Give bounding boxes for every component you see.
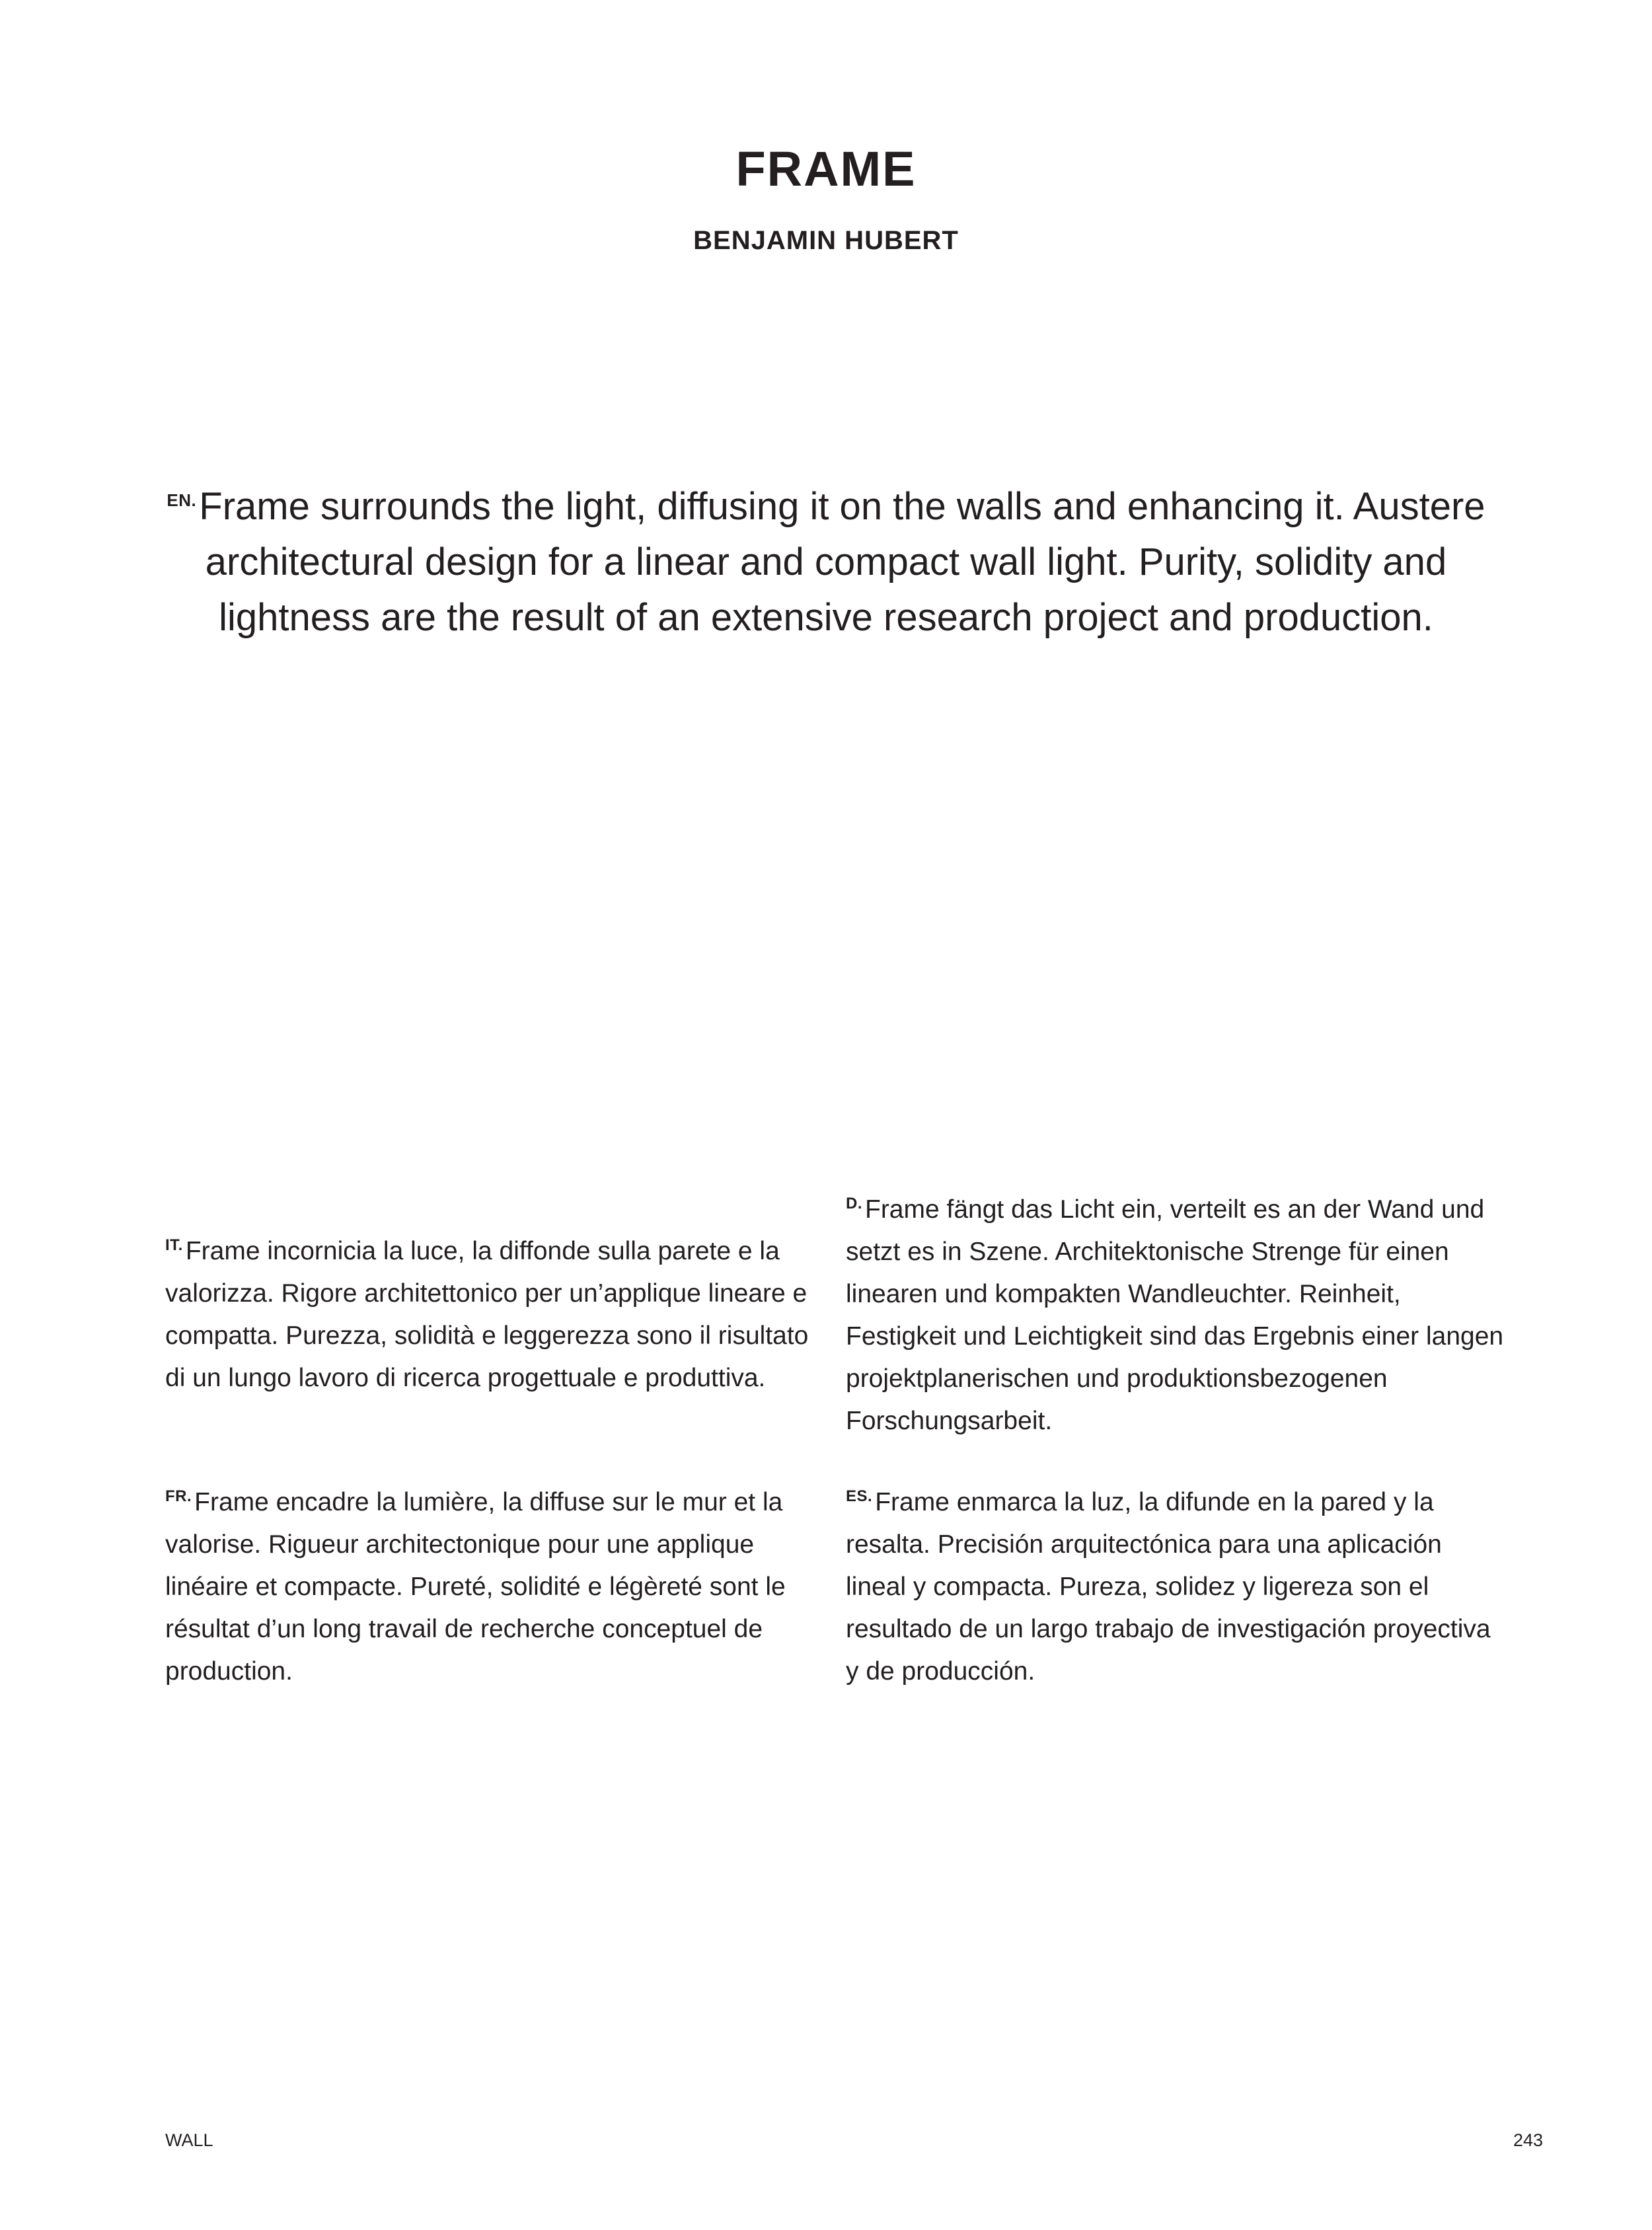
paragraph-it xyxy=(165,1224,826,1399)
paragraph-de xyxy=(846,1183,1507,1442)
paragraph-fr xyxy=(165,1475,826,1693)
lang-tag-en: EN. xyxy=(167,490,197,510)
page-number: 243 xyxy=(1513,2130,1543,2150)
paragraph-es xyxy=(846,1475,1507,1693)
paragraph-it-text: Frame incornicia la luce, la diffonde sulla parete e la valorizza. Rigore architettonico per un’applique lineare e compatta. Purezza, solidità e leggerezza sono il risultato di un lungo lavoro di ricerca progettuale e produttiva. xyxy=(165,1237,809,1392)
paragraph-es-text: Frame enmarca la luz, la difunde en la pared y la resalta. Precisión arquitectónica para una aplicación lineal y compacta. Pureza, solidez y ligereza son el resultado de un largo trabajo de investigación proyectiva y de producción. xyxy=(846,1488,1491,1686)
lang-tag-it: IT. xyxy=(165,1236,183,1254)
intro-en-text: Frame surrounds the light, diffusing it on the walls and enhancing it. Austere architectural design for a linear and compact wall light. Purity, solidity and lightness are the result of an extensive research project and production. xyxy=(199,485,1485,639)
intro-en-paragraph xyxy=(165,472,1487,646)
footer-section-label: WALL xyxy=(165,2130,213,2150)
paragraph-fr-text: Frame encadre la lumière, la diffuse sur le mur et la valorise. Rigueur architectonique pour une applique linéaire et compacte. Pureté, solidité e légèreté sont le résultat d’un long travail de recherche conceptuel de production. xyxy=(165,1488,786,1686)
lang-tag-es: ES. xyxy=(846,1487,873,1505)
lang-tag-de: D. xyxy=(846,1195,862,1212)
paragraph-de-text: Frame fängt das Licht ein, verteilt es an der Wand und setzt es in Szene. Architektonische Strenge für einen linearen und kompakten Wandleuchter. Reinheit, Festigkeit und Leichtigkeit sind das Ergebnis einer langen projektplanerischen und produktionsbezogenen Forschungsarbeit. xyxy=(846,1195,1504,1435)
product-title: FRAME xyxy=(735,141,917,196)
designer-name: BENJAMIN HUBERT xyxy=(693,226,959,255)
lang-tag-fr: FR. xyxy=(165,1487,192,1505)
